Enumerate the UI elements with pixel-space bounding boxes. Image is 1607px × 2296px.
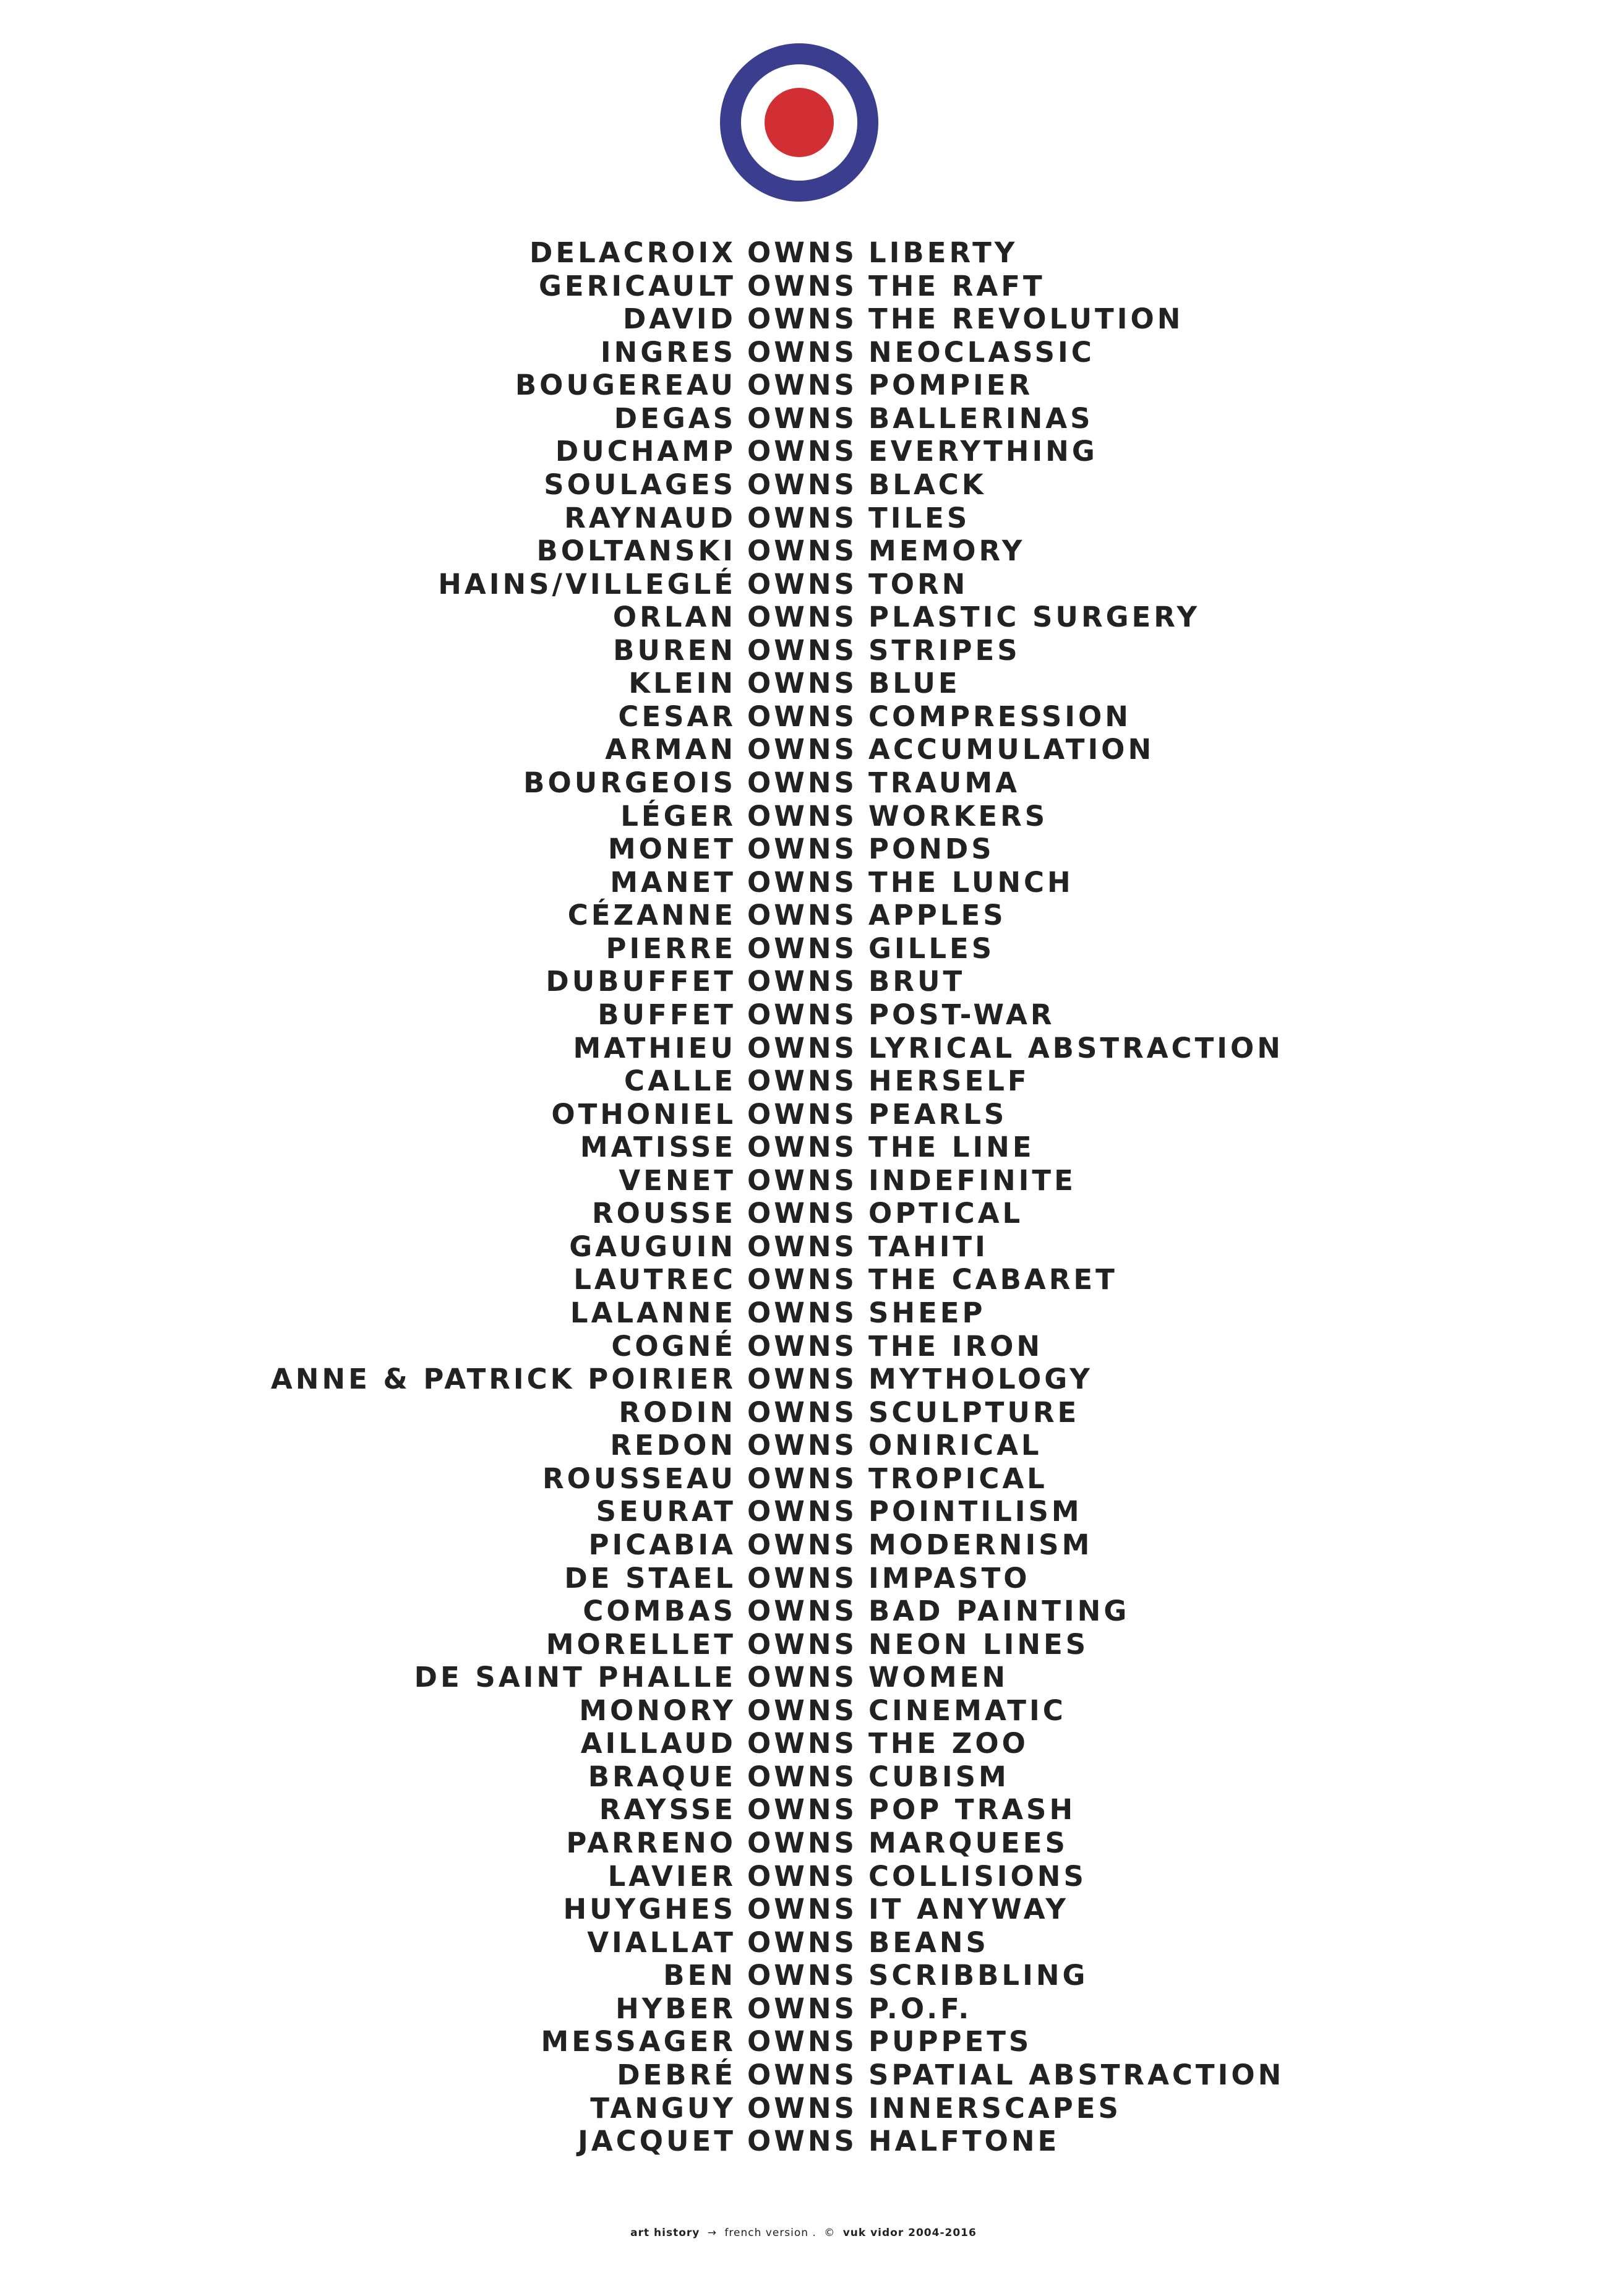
artist-name: DE SAINT PHALLE [414,1661,736,1694]
owned-subject: TROPICAL [868,1462,1048,1495]
artist-name: COGNÉ [611,1329,736,1363]
owns-word: OWNS [747,700,857,733]
owned-subject: COMPRESSION [868,700,1131,733]
list-item [0,1396,1607,1429]
artist-name: SOULAGES [544,468,736,501]
artist-name: MANET [610,865,736,899]
list-item [0,1230,1607,1264]
owned-subject: SCULPTURE [868,1395,1080,1429]
artist-name: VIALLAT [587,1925,736,1959]
owns-word: OWNS [747,2091,857,2125]
list-item [0,1064,1607,1098]
artist-name: GERICAULT [539,269,736,302]
list-item [0,270,1607,303]
owns-word: OWNS [747,2058,857,2091]
owned-subject: BEANS [868,1925,989,1959]
list-item [0,336,1607,369]
list-item [0,1363,1607,1396]
list-item [0,1959,1607,1992]
owned-subject: MODERNISM [868,1528,1093,1561]
list-item [0,700,1607,734]
owns-word: OWNS [747,1230,857,1263]
list-item [0,1661,1607,1694]
owns-word: OWNS [747,1031,857,1064]
list-item [0,1296,1607,1330]
artist-name: INGRES [600,335,736,369]
owns-word: OWNS [747,1925,857,1959]
artist-name: HAINS/VILLEGLÉ [438,567,736,601]
list-item [0,800,1607,833]
artist-name: TANGUY [590,2091,736,2125]
owns-word: OWNS [747,1627,857,1661]
list-item [0,1694,1607,1728]
owned-subject: ONIRICAL [868,1429,1042,1462]
owned-subject: PONDS [868,833,995,866]
list-item [0,1131,1607,1164]
owns-word: OWNS [747,1263,857,1296]
artist-name: PIERRE [606,932,736,965]
artist-name: RODIN [619,1395,736,1429]
owns-word: OWNS [747,1197,857,1230]
footer-author: vuk vidor 2004-2016 [842,2227,977,2239]
artist-name: OTHONIEL [551,1097,736,1131]
owns-word: OWNS [747,236,857,269]
owns-word: OWNS [747,1495,857,1528]
list-item [0,1727,1607,1760]
owns-word: OWNS [747,2025,857,2058]
owned-subject: PEARLS [868,1097,1008,1131]
owns-word: OWNS [747,1727,857,1760]
owns-word: OWNS [747,1131,857,1164]
owns-word: OWNS [747,1959,857,1992]
roundel-center-dot [765,88,834,157]
owns-word: OWNS [747,1429,857,1462]
artist-name: ROUSSE [592,1197,736,1230]
footer-dot: . [812,2227,816,2239]
owns-word: OWNS [747,501,857,534]
owned-subject: BALLERINAS [868,401,1094,435]
owns-word: OWNS [747,269,857,302]
owns-word: OWNS [747,1363,857,1396]
artist-name: ORLAN [612,601,736,634]
owns-word: OWNS [747,1859,857,1893]
owned-subject: GILLES [868,932,995,965]
artist-name: PARRENO [566,1827,736,1859]
list-item [0,568,1607,601]
list-item [0,369,1607,402]
owns-word: OWNS [747,766,857,799]
artist-name: SEURAT [596,1495,736,1528]
artist-name: AILLAUD [580,1727,736,1760]
owns-word: OWNS [747,2125,857,2158]
artist-name: COMBAS [583,1595,736,1628]
owned-subject: TORN [868,567,969,601]
owns-word: OWNS [747,335,857,369]
artist-name: DEBRÉ [617,2058,736,2091]
footer-credit [0,2227,1607,2239]
list-item [0,534,1607,568]
list-item [0,998,1607,1032]
list-item [0,435,1607,468]
artist-name: BUREN [613,633,736,667]
list-item [0,1462,1607,1496]
roundel-target-logo [720,43,878,202]
artist-name: CESAR [618,700,736,733]
list-item [0,502,1607,535]
artist-name: RAYNAUD [564,501,736,534]
list-item [0,1860,1607,1893]
owned-subject: THE ZOO [868,1727,1029,1760]
artist-name: ANNE & PATRICK POIRIER [270,1363,736,1396]
artist-name: KLEIN [628,667,736,700]
list-item [0,1926,1607,1960]
artist-name: CALLE [624,1064,736,1098]
owned-subject: PUPPETS [868,2025,1032,2058]
artist-name: HYBER [615,1992,736,2025]
artist-name: MATHIEU [573,1031,736,1064]
owned-subject: APPLES [868,899,1006,932]
artist-name: MONORY [579,1694,736,1727]
owned-subject: WOMEN [868,1661,1009,1694]
owns-word: OWNS [747,1561,857,1595]
owns-word: OWNS [747,435,857,468]
list-item [0,402,1607,435]
artist-name: PICABIA [588,1528,736,1561]
artist-name: LAVIER [607,1859,736,1893]
owns-word: OWNS [747,865,857,899]
owned-subject: WORKERS [868,799,1048,833]
artist-name: CÉZANNE [567,899,736,932]
artist-name: LÉGER [620,799,736,833]
list-item [0,1760,1607,1794]
list-item [0,236,1607,270]
owns-word: OWNS [747,1528,857,1561]
owned-subject: NEOCLASSIC [868,335,1095,369]
artist-name: ROUSSEAU [542,1462,736,1495]
owns-word: OWNS [747,932,857,965]
artist-name: ARMAN [605,733,736,766]
artist-name: MORELLET [546,1627,736,1661]
artist-name: HUYGHES [563,1893,736,1926]
list-item [0,2025,1607,2058]
owned-subject: THE REVOLUTION [868,302,1184,336]
owns-word: OWNS [747,965,857,998]
owned-subject: POST-WAR [868,998,1055,1031]
owned-subject: LYRICAL ABSTRACTION [868,1031,1283,1064]
owned-subject: OPTICAL [868,1197,1024,1230]
owns-word: OWNS [747,302,857,336]
artist-name: BOURGEOIS [523,766,736,799]
copyright-icon: © [824,2227,836,2239]
artist-name: BOUGEREAU [515,369,736,402]
list-item [0,932,1607,966]
list-item [0,1562,1607,1595]
list-item [0,1893,1607,1926]
owned-subject: INDEFINITE [868,1163,1076,1197]
owned-subject: SHEEP [868,1296,986,1329]
owned-subject: CINEMATIC [868,1694,1066,1727]
owns-word: OWNS [747,1694,857,1727]
artist-name: MONET [607,833,736,866]
owned-subject: MARQUEES [868,1827,1068,1859]
owned-subject: TRAUMA [868,766,1020,799]
owns-word: OWNS [747,899,857,932]
owned-subject: IMPASTO [868,1561,1031,1595]
list-item [0,2092,1607,2125]
owned-subject: HERSELF [868,1064,1030,1098]
owned-subject: EVERYTHING [868,435,1098,468]
owned-subject: COLLISIONS [868,1859,1087,1893]
list-item [0,866,1607,899]
owns-word: OWNS [747,534,857,568]
list-item [0,601,1607,634]
list-item [0,1793,1607,1827]
owned-subject: STRIPES [868,633,1021,667]
artist-name: LALANNE [570,1296,736,1329]
list-item [0,1595,1607,1628]
artist-name: REDON [610,1429,736,1462]
list-item [0,1164,1607,1197]
owns-word: OWNS [747,998,857,1031]
owns-word: OWNS [747,733,857,766]
artist-name: MESSAGER [541,2025,736,2058]
owned-subject: INNERSCAPES [868,2091,1121,2125]
owns-word: OWNS [747,1462,857,1495]
list-item [0,1197,1607,1230]
artist-name: BUFFET [598,998,736,1031]
list-item [0,1992,1607,2026]
list-item [0,1429,1607,1462]
owns-word: OWNS [747,401,857,435]
artist-name: DELACROIX [529,236,736,269]
owns-word: OWNS [747,369,857,402]
owns-word: OWNS [747,1064,857,1098]
owned-subject: LIBERTY [868,236,1018,269]
artist-name: DEGAS [614,401,736,435]
owned-subject: BAD PAINTING [868,1595,1130,1628]
list-item [0,302,1607,336]
list-item [0,766,1607,800]
artist-name: VENET [619,1163,736,1197]
list-item [0,1495,1607,1528]
owned-subject: TAHITI [868,1230,988,1263]
list-item [0,899,1607,932]
list-item [0,1528,1607,1562]
owned-subject: TILES [868,501,971,534]
owned-subject: THE LUNCH [868,865,1074,899]
artist-name: BRAQUE [588,1760,736,1793]
owns-word: OWNS [747,567,857,601]
artist-name: DE STAEL [564,1561,736,1595]
owns-word: OWNS [747,1793,857,1827]
owns-word: OWNS [747,799,857,833]
owned-subject: PLASTIC SURGERY [868,601,1201,634]
artist-name: GAUGUIN [569,1230,736,1263]
list-item [0,965,1607,998]
owned-subject: BRUT [868,965,966,998]
owns-word: OWNS [747,833,857,866]
list-item [0,667,1607,700]
owned-subject: THE IRON [868,1329,1043,1363]
owned-subject: POINTILISM [868,1495,1082,1528]
list-item [0,1330,1607,1363]
owned-subject: SCRIBBLING [868,1959,1089,1992]
artist-name: RAYSSE [599,1793,736,1827]
artist-name: MATISSE [580,1131,736,1164]
owned-subject: BLUE [868,667,961,700]
owns-word: OWNS [747,1329,857,1363]
owned-subject: THE CABARET [868,1263,1118,1296]
owned-subject: THE LINE [868,1131,1035,1164]
list-item [0,468,1607,502]
owned-subject: MEMORY [868,534,1026,568]
owns-word: OWNS [747,1827,857,1859]
owns-list [0,236,1607,2158]
owned-subject: SPATIAL ABSTRACTION [868,2058,1285,2091]
owned-subject: IT ANYWAY [868,1893,1069,1926]
owns-word: OWNS [747,1097,857,1131]
owns-word: OWNS [747,601,857,634]
owns-word: OWNS [747,1395,857,1429]
owned-subject: BLACK [868,468,987,501]
footer-title: art history [630,2227,700,2239]
owns-word: OWNS [747,1661,857,1694]
owns-word: OWNS [747,1992,857,2025]
artist-name: DUBUFFET [546,965,736,998]
footer-version: french version [724,2227,809,2239]
owned-subject: HALFTONE [868,2125,1060,2158]
artist-name: DAVID [622,302,736,336]
owned-subject: NEON LINES [868,1627,1089,1661]
list-item [0,1098,1607,1131]
artist-name: BOLTANSKI [536,534,736,568]
owned-subject: POMPIER [868,369,1034,402]
artist-name: BEN [663,1959,736,1992]
owned-subject: ACCUMULATION [868,733,1155,766]
list-item [0,833,1607,866]
list-item [0,1628,1607,1661]
owned-subject: CUBISM [868,1760,1009,1793]
owns-word: OWNS [747,667,857,700]
list-item [0,1032,1607,1065]
owned-subject: THE RAFT [868,269,1045,302]
arrow-icon: → [707,2227,718,2239]
list-item [0,733,1607,766]
owned-subject: MYTHOLOGY [868,1363,1093,1396]
list-item [0,1263,1607,1296]
owns-word: OWNS [747,1760,857,1793]
owns-word: OWNS [747,1595,857,1628]
owned-subject: POP TRASH [868,1793,1076,1827]
list-item [0,2125,1607,2158]
owns-word: OWNS [747,1296,857,1329]
list-item [0,634,1607,667]
list-item [0,2058,1607,2092]
artist-name: JACQUET [578,2125,736,2158]
owns-word: OWNS [747,1163,857,1197]
list-item [0,1827,1607,1860]
artist-name: LAUTREC [573,1263,736,1296]
artist-name: DUCHAMP [555,435,736,468]
owns-word: OWNS [747,633,857,667]
owns-word: OWNS [747,1893,857,1926]
owned-subject: P.O.F. [868,1992,972,2025]
owns-word: OWNS [747,468,857,501]
